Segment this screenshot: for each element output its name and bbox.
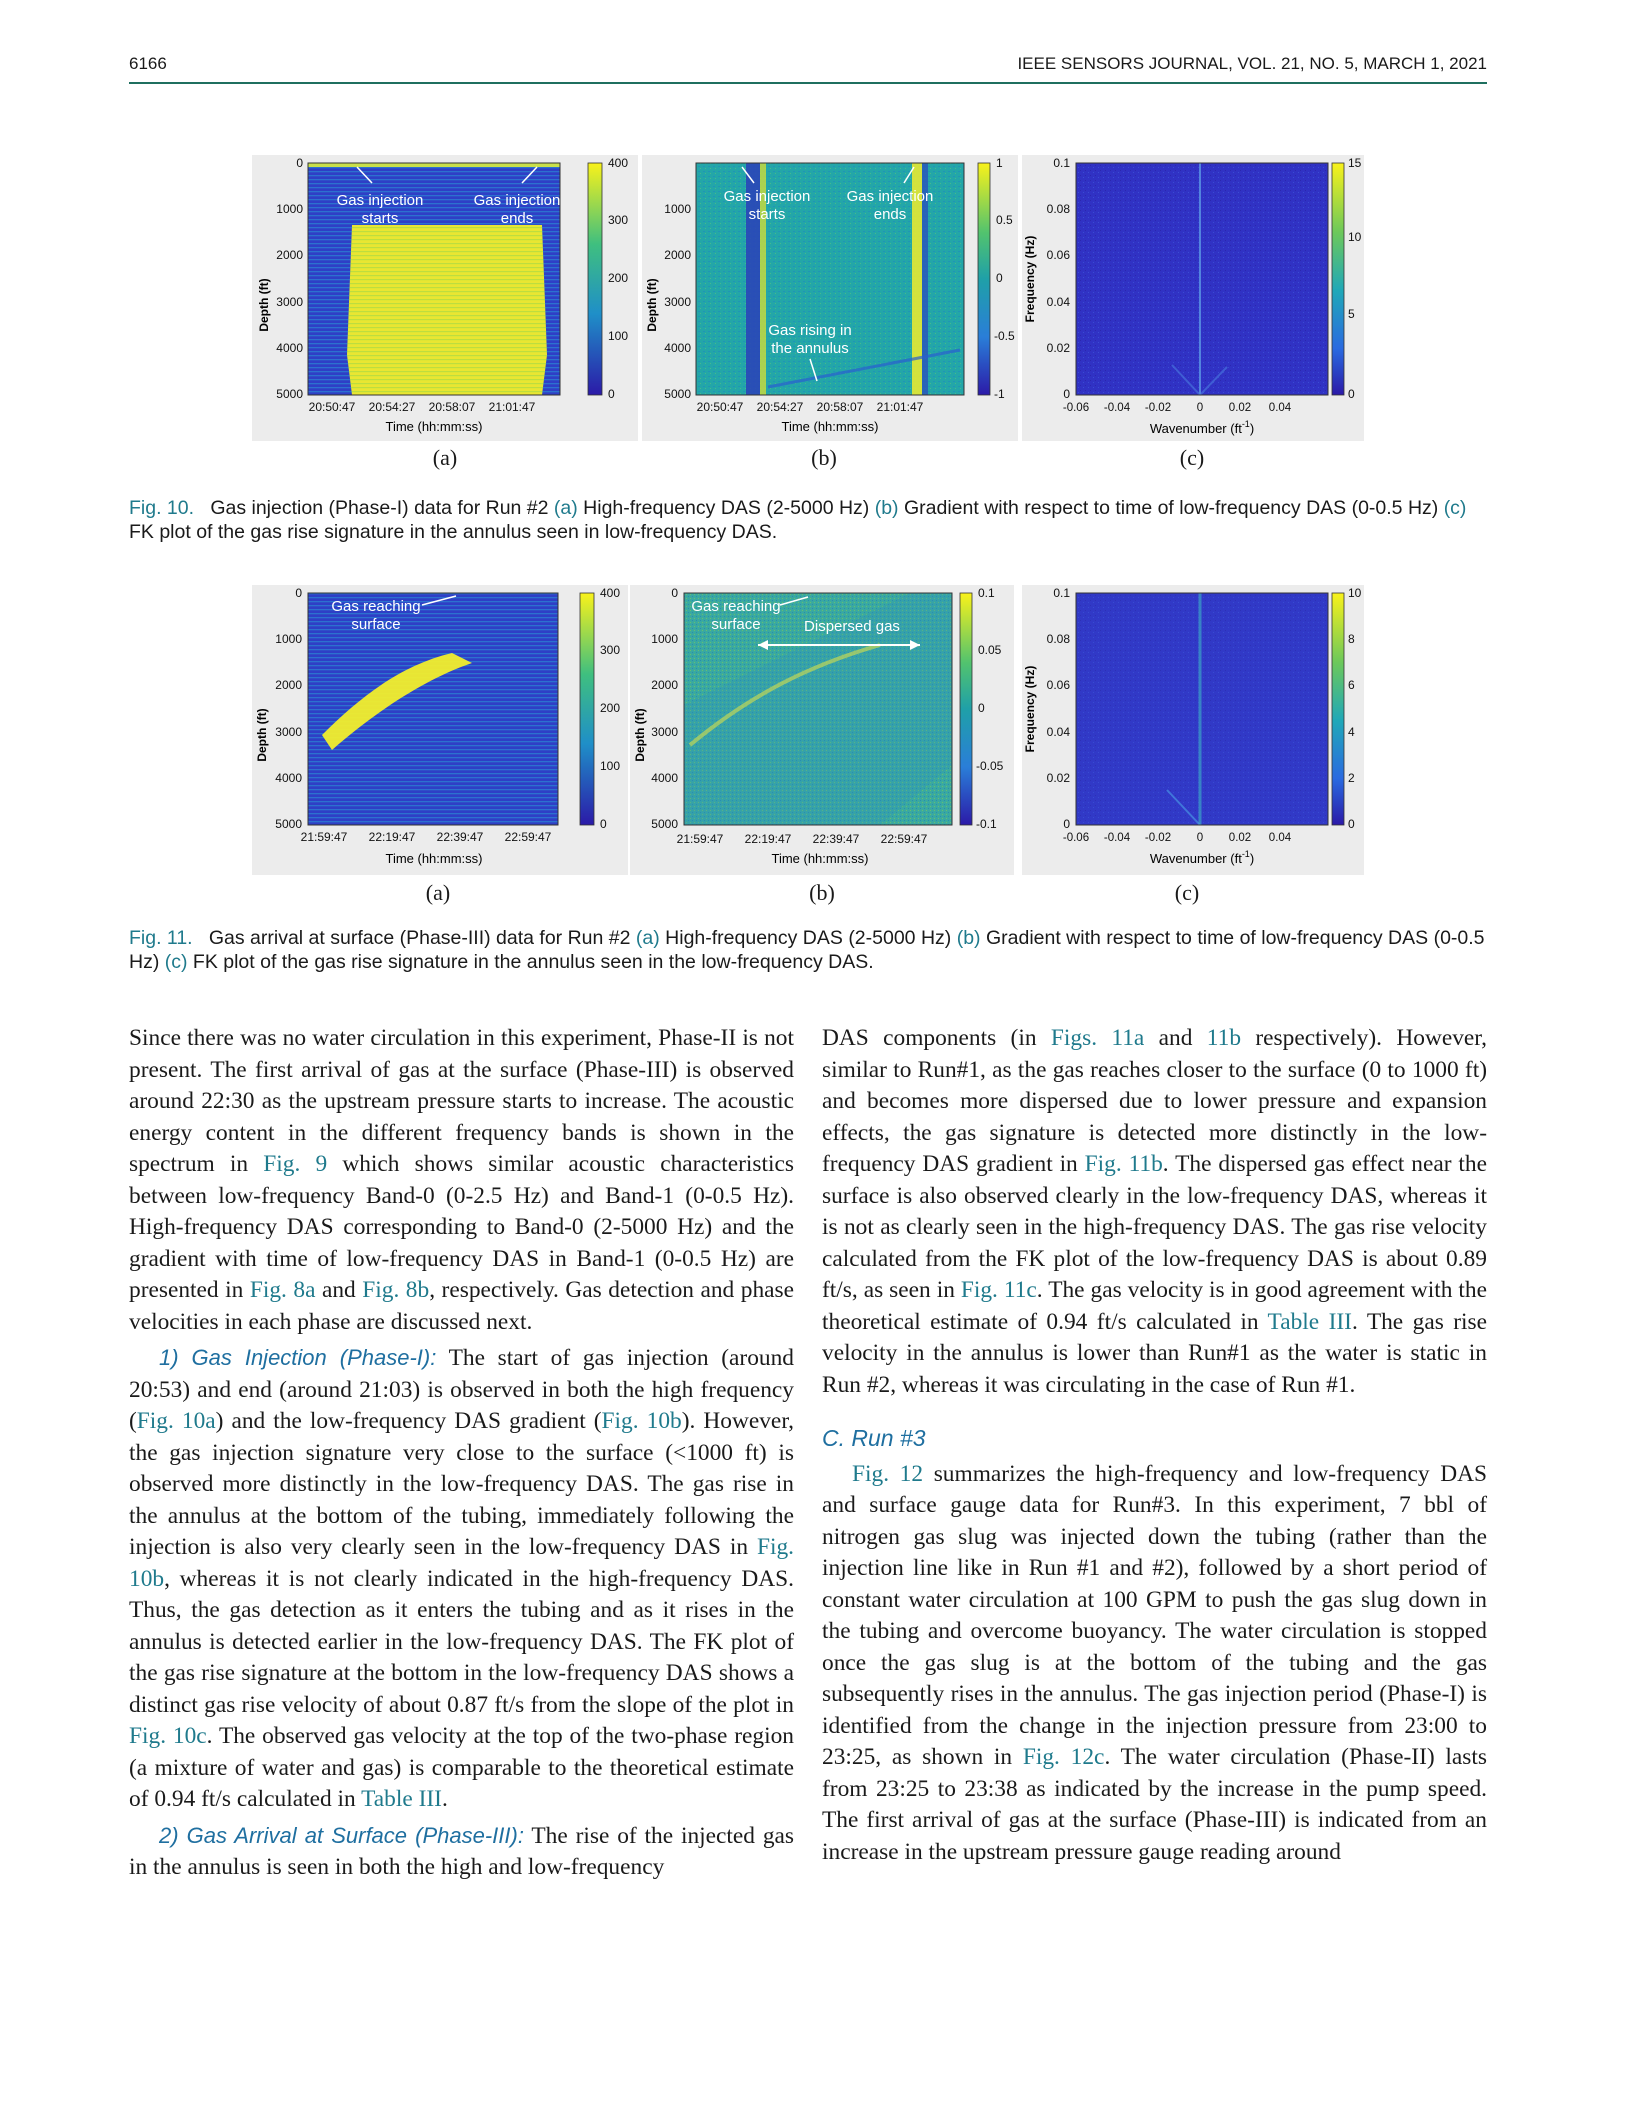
ref-link[interactable]: Fig. 10c	[129, 1723, 207, 1749]
fig11a-cbar-tick: 0	[600, 817, 607, 831]
fig10c-xtick: 0.04	[1268, 402, 1292, 414]
fig10b-xtick: 20:50:47	[696, 400, 744, 414]
fig11c-ytick: 0.08	[1046, 632, 1070, 646]
fig11c-plot	[1022, 585, 1364, 875]
fig11b-cbar-tick: 0.1	[978, 586, 995, 600]
fig10c-ylabel: Frequency (Hz)	[1023, 235, 1037, 323]
fig10b-annot-end-1: Gas injection	[846, 188, 934, 205]
fig11-caption-label: Fig. 11.	[129, 927, 193, 949]
fig11a-ytick: 2000	[275, 678, 302, 692]
fig10a-cbar-tick: 0	[608, 387, 615, 401]
fig10a-ytick: 3000	[276, 295, 303, 309]
fig11c-cbar-tick: 10	[1348, 586, 1362, 600]
fig11a-cbar-tick: 300	[600, 643, 621, 657]
subsection-heading: 1) Gas Injection (Phase-I):	[159, 1345, 437, 1370]
fig10c-ytick: 0.06	[1046, 248, 1070, 262]
caption-text: FK plot of the gas rise signature in the annulus seen in the low-frequency DAS.	[187, 951, 874, 973]
fig11b-ylabel: Depth (ft)	[633, 708, 647, 762]
fig10b-xtick: 20:58:07	[816, 400, 864, 414]
fig11a-plot	[252, 585, 628, 875]
ref-link[interactable]: Fig. 11b	[1084, 1151, 1163, 1177]
fig10a-ylabel: Depth (ft)	[257, 278, 271, 332]
subsection-heading: 2) Gas Arrival at Surface (Phase-III):	[159, 1822, 524, 1848]
fig10b-xtick: 20:54:27	[756, 400, 804, 414]
fig10c-xtick: 0	[1196, 402, 1204, 414]
fig10a-plot	[252, 155, 638, 441]
fig11-caption-ref-b[interactable]: (b)	[956, 927, 981, 949]
fig11a-ytick: 1000	[275, 632, 302, 646]
fig10b-annot-start-1: Gas injection	[723, 188, 811, 205]
fig11b-xtick: 21:59:47	[676, 832, 724, 846]
fig11a-xtick: 21:59:47	[300, 830, 348, 844]
paragraph: Since there was no water circulation in this experiment, Phase-II is not present. The first arrival of gas at the surface (Phase-III) is observed around 22:30 as the upstream pressure starts to increase. The acoustic energy content in the different frequency bands is shown in the spectrum in Fig. 9 which shows similar acoustic characteristics between low-frequency Band-0 (0-2.5 Hz) and Band-1 (0-0.5 Hz). High-frequency DAS corresponding to Band-0 (2-5000 Hz) and the gradient with time of low-frequency DAS in Band-1 (0-0.5 Hz) are presented in Fig. 8a and Fig. 8b, respectively. Gas detection and phase velocities in each phase are discussed next.	[129, 1025, 795, 1335]
fig10b-panel	[642, 155, 1018, 441]
fig10b-ytick: 3000	[664, 295, 691, 309]
fig11-caption	[129, 926, 1487, 974]
figure-11	[252, 585, 1364, 905]
fig10b-xtick: 21:01:47	[876, 400, 924, 414]
fig11a-annot-2: surface	[351, 616, 401, 633]
fig11a-panel	[252, 585, 628, 875]
fig11c-cbar-tick: 6	[1348, 678, 1355, 692]
right-column	[822, 1023, 1487, 1868]
fig11b-panel	[630, 585, 1014, 875]
fig11c-cbar-tick: 8	[1348, 632, 1355, 646]
fig10a-xtick: 20:50:47	[308, 400, 356, 414]
ref-link[interactable]: Fig. 9	[263, 1151, 328, 1177]
fig11c-xtick: -0.02	[1144, 832, 1172, 844]
fig10b-ytick: 2000	[664, 248, 691, 262]
ref-link[interactable]: Figs. 11a	[1050, 1025, 1145, 1051]
fig10a-xlabel: Time (hh:mm:ss)	[385, 419, 483, 434]
fig11c-cbar-tick: 4	[1348, 725, 1355, 739]
fig11b-ytick: 3000	[651, 725, 678, 739]
fig11b-cbar-tick: -0.1	[976, 817, 997, 831]
fig10a-ytick: 1000	[276, 202, 303, 216]
fig10c-ytick: 0	[1063, 387, 1070, 401]
fig10b-cbar-tick: 1	[996, 156, 1003, 170]
fig10b-cbar-tick: 0.5	[996, 213, 1013, 227]
fig11c-panel	[1022, 585, 1364, 875]
fig11b-ytick: 5000	[651, 817, 678, 831]
ref-link[interactable]: Table III	[361, 1786, 442, 1812]
fig11b-cbar-tick: 0.05	[978, 643, 1002, 657]
fig11a-cbar-tick: 100	[600, 759, 621, 773]
fig10-caption-ref-c[interactable]: (c)	[1443, 497, 1467, 519]
fig10a-cbar-tick: 400	[608, 156, 629, 170]
fig10b-ylabel: Depth (ft)	[645, 278, 659, 332]
ref-link[interactable]: Fig. 10b	[601, 1408, 682, 1434]
fig11b-xtick: 22:19:47	[744, 832, 792, 846]
fig11b-plot	[630, 585, 1014, 875]
fig11a-cbar-tick: 200	[600, 701, 621, 715]
fig11c-ytick: 0.06	[1046, 678, 1070, 692]
fig10b-xlabel: Time (hh:mm:ss)	[781, 419, 879, 434]
fig10b-sublabel: (b)	[811, 445, 837, 470]
caption-text: High-frequency DAS (2-5000 Hz)	[659, 927, 957, 949]
fig11b-ytick: 2000	[651, 678, 678, 692]
page-number: 6166	[129, 54, 167, 73]
fig10a-annot-start-2: starts	[361, 210, 399, 227]
fig10c-cbar-tick: 15	[1348, 156, 1362, 170]
page-header	[129, 50, 1487, 84]
caption-text: Gas injection (Phase-I) data for Run #2	[210, 497, 554, 519]
fig10a-xtick: 21:01:47	[488, 400, 536, 414]
fig10c-cbar-tick: 10	[1348, 230, 1362, 244]
fig11c-ylabel: Frequency (Hz)	[1023, 665, 1037, 753]
fig11b-xtick: 22:39:47	[812, 832, 860, 846]
paragraph: 1) Gas Injection (Phase-I): The start of gas injection (around 20:53) and end (around 21:03) is observed in both the high frequency (Fig. 10a) and the low-frequency DAS gradient (Fig. 10b). However, the gas injection signature very close to the surface (<1000 ft) is observed more distinctly in the low-frequency DAS. The gas rise in the annulus at the bottom of the tubing, immediately following the injection is also very clearly seen in the low-frequency DAS in Fig. 10b, whereas it is not clearly indicated in the high-frequency DAS. Thus, the gas detection as it enters the tubing and as it rises in the annulus is detected earlier in the low-frequency DAS. The FK plot of the gas rise signature at the bottom in the low-frequency DAS shows a distinct gas rise velocity of about 0.87 ft/s from the slope of the plot in Fig. 10c. The observed gas velocity at the top of the two-phase region (a mixture of water and gas) is comparable to the theoretical estimate of 0.94 ft/s calculated in Table III.	[129, 1345, 795, 1812]
ref-link[interactable]: Fig. 10a	[136, 1408, 216, 1434]
fig11c-xtick: -0.04	[1103, 832, 1131, 844]
fig10a-annot-start-1: Gas injection	[336, 192, 424, 209]
ref-link[interactable]: Fig. 11c	[960, 1277, 1037, 1303]
ref-link[interactable]: Fig. 8a	[249, 1277, 316, 1303]
fig10b-cbar-tick: -0.5	[994, 329, 1015, 343]
fig11b-sublabel: (b)	[809, 880, 835, 905]
fig11c-sublabel: (c)	[1174, 880, 1200, 905]
fig11a-xlabel: Time (hh:mm:ss)	[385, 851, 483, 866]
fig10-caption-label: Fig. 10.	[129, 497, 195, 519]
fig10b-cbar-tick: -1	[994, 387, 1005, 401]
fig11b-annot-1: Gas reaching	[691, 598, 781, 615]
fig10a-annot-end-1: Gas injection	[473, 192, 561, 209]
ref-link[interactable]: Fig. 10b	[129, 1534, 794, 1592]
paragraph: DAS components (in Figs. 11a and 11b respectively). However, similar to Run#1, as the gas reaches closer to the surface (0 to 1000 ft) and becomes more dispersed due to lower pressure and expansion effects, the gas signature is detected more distinctly in the low-frequency DAS gradient in Fig. 11b. The dispersed gas effect near the surface is also observed clearly in the low-frequency DAS, whereas it is not as clearly seen in the high-frequency DAS. The gas rise velocity calculated from the FK plot of the low-frequency DAS is about 0.89 ft/s, as seen in Fig. 11c. The gas velocity is in good agreement with the theoretical estimate of 0.94 ft/s calculated in Table III. The gas rise velocity in the annulus is lower than Run#1 as the water is static in Run #2, whereas it was circulating in the case of Run #1.	[822, 1025, 1488, 1398]
left-column	[129, 1023, 794, 1884]
ref-link[interactable]: 11b	[1206, 1025, 1242, 1051]
journal-title: IEEE SENSORS JOURNAL, VOL. 21, NO. 5, MARCH 1, 2021	[1017, 54, 1487, 73]
fig10a-sublabel: (a)	[432, 445, 458, 470]
figure-10	[252, 155, 1364, 475]
fig11a-xtick: 22:19:47	[368, 830, 416, 844]
fig11b-ytick: 0	[671, 586, 678, 600]
fig10c-sublabel: (c)	[1179, 445, 1205, 470]
fig11a-sublabel: (a)	[425, 880, 451, 905]
fig11c-cbar-tick: 2	[1348, 771, 1355, 785]
fig10a-annot-end-2: ends	[500, 210, 534, 227]
fig10-caption-ref-b[interactable]: (b)	[874, 497, 899, 519]
fig10b-annot-start-2: starts	[748, 206, 786, 223]
fig11c-xtick: -0.06	[1062, 832, 1090, 844]
caption-text: Gradient with respect to time of low-frequency DAS (0-0.5 Hz)	[898, 497, 1444, 519]
fig10a-cbar-tick: 100	[608, 329, 629, 343]
fig10b-annot-rising-1: Gas rising in	[768, 322, 852, 339]
paragraph: 2) Gas Arrival at Surface (Phase-III): The rise of the injected gas in the annulus is seen in both the high and low-frequency	[129, 1822, 795, 1880]
ref-link[interactable]: Fig. 12c	[1022, 1744, 1105, 1770]
fig10b-ytick: 5000	[664, 387, 691, 401]
fig11b-xlabel: Time (hh:mm:ss)	[771, 851, 869, 866]
fig10c-xtick: -0.04	[1103, 402, 1131, 414]
fig11a-xtick: 22:39:47	[436, 830, 484, 844]
fig10c-xtick: 0.02	[1228, 402, 1252, 414]
fig11b-ytick: 4000	[651, 771, 678, 785]
caption-text: High-frequency DAS (2-5000 Hz)	[577, 497, 875, 519]
fig10b-ytick: 1000	[664, 202, 691, 216]
fig10b-plot	[642, 155, 1018, 441]
fig11c-ytick: 0.04	[1046, 725, 1070, 739]
caption-text: FK plot of the gas rise signature in the annulus seen in low-frequency DAS.	[129, 521, 778, 543]
fig10a-ytick: 4000	[276, 341, 303, 355]
fig10a-ytick: 0	[296, 156, 303, 170]
fig10b-ytick: 4000	[664, 341, 691, 355]
fig10a-ytick: 2000	[276, 248, 303, 262]
fig10a-cbar-tick: 300	[608, 213, 629, 227]
fig10c-ytick: 0.1	[1053, 156, 1070, 170]
fig11c-ytick: 0.02	[1046, 771, 1070, 785]
fig11b-cbar-tick: -0.05	[976, 759, 1004, 773]
caption-text: Gas arrival at surface (Phase-III) data for Run #2	[208, 927, 636, 949]
fig11b-cbar-tick: 0	[978, 701, 985, 715]
fig10a-ytick: 5000	[276, 387, 303, 401]
fig11c-ytick: 0	[1063, 817, 1070, 831]
paragraph: Fig. 12 summarizes the high-frequency and low-frequency DAS and surface gauge data for Run#3. In this experiment, 7 bbl of nitrogen gas slug was injected down the tubing (rather than the injection line like in Run #1 and #2), followed by a short period of constant water circulation at 100 GPM to push the gas slug down in the tubing and overcome buoyancy. The water circulation is stopped once the gas slug is at the bottom of the tubing and the gas subsequently rises in the annulus. The gas injection period (Phase-I) is identified from the change in the injection pressure from 23:00 to 23:25, as shown in Fig. 12c. The water circulation (Phase-II) lasts from 23:25 to 23:38 as indicated by the increase in the pump speed. The first arrival of gas at the surface (Phase-III) is indicated from an increase in the upstream pressure gauge reading around	[822, 1460, 1488, 1865]
fig11a-ytick: 0	[295, 586, 302, 600]
fig11c-cbar-tick: 0	[1348, 817, 1355, 831]
ref-link[interactable]: Fig. 8b	[362, 1277, 430, 1303]
fig10b-annot-end-2: ends	[873, 206, 907, 223]
caption-text: Gradient with respect to time of low-frequency DAS (0-0.5 Hz)	[129, 927, 1485, 973]
fig11b-ytick: 1000	[651, 632, 678, 646]
fig11c-xtick: 0.02	[1228, 832, 1252, 844]
fig11b-annot-2: surface	[711, 616, 761, 633]
fig10a-panel	[252, 155, 638, 441]
fig10c-ytick: 0.02	[1046, 341, 1070, 355]
fig11b-annot-dispersed: Dispersed gas	[804, 618, 900, 635]
fig11a-ytick: 4000	[275, 771, 302, 785]
fig10c-plot	[1022, 155, 1364, 441]
fig10a-xtick: 20:58:07	[428, 400, 476, 414]
fig11a-cbar-tick: 400	[600, 586, 621, 600]
fig10c-xtick: -0.06	[1062, 402, 1090, 414]
ref-link[interactable]: Table III	[1267, 1308, 1352, 1335]
fig11a-ytick: 3000	[275, 725, 302, 739]
fig10a-xtick: 20:54:27	[368, 400, 416, 414]
fig11-caption-ref-a[interactable]: (a)	[635, 927, 660, 949]
fig10-caption	[129, 496, 1487, 544]
fig11a-xtick: 22:59:47	[504, 830, 552, 844]
fig11c-xtick: 0	[1196, 832, 1204, 844]
fig11a-ytick: 5000	[275, 817, 302, 831]
fig10c-xlabel: Wavenumber $(ft^{-1})$	[1149, 419, 1255, 436]
fig10b-cbar-tick: 0	[996, 271, 1003, 285]
fig10b-annot-rising-2: the annulus	[771, 340, 849, 357]
fig10a-cbar-tick: 200	[608, 271, 629, 285]
fig10c-ytick: 0.04	[1046, 295, 1070, 309]
fig10c-panel	[1022, 155, 1364, 441]
section-heading: C. Run #3	[822, 1425, 926, 1451]
fig11c-xtick: 0.04	[1268, 832, 1292, 844]
fig11a-ylabel: Depth (ft)	[255, 708, 269, 762]
fig11c-xlabel: Wavenumber $(ft^{-1})$	[1149, 849, 1255, 866]
fig10c-cbar-tick: 5	[1348, 307, 1355, 321]
fig11-caption-ref-c[interactable]: (c)	[164, 951, 188, 973]
fig11a-annot-1: Gas reaching	[331, 598, 421, 615]
fig11b-xtick: 22:59:47	[880, 832, 928, 846]
fig10-caption-ref-a[interactable]: (a)	[553, 497, 578, 519]
fig11c-ytick: 0.1	[1053, 586, 1070, 600]
fig10c-cbar-tick: 0	[1348, 387, 1355, 401]
ref-link[interactable]: Fig. 12	[852, 1460, 924, 1487]
fig10c-xtick: -0.02	[1144, 402, 1172, 414]
fig10c-ytick: 0.08	[1046, 202, 1070, 216]
